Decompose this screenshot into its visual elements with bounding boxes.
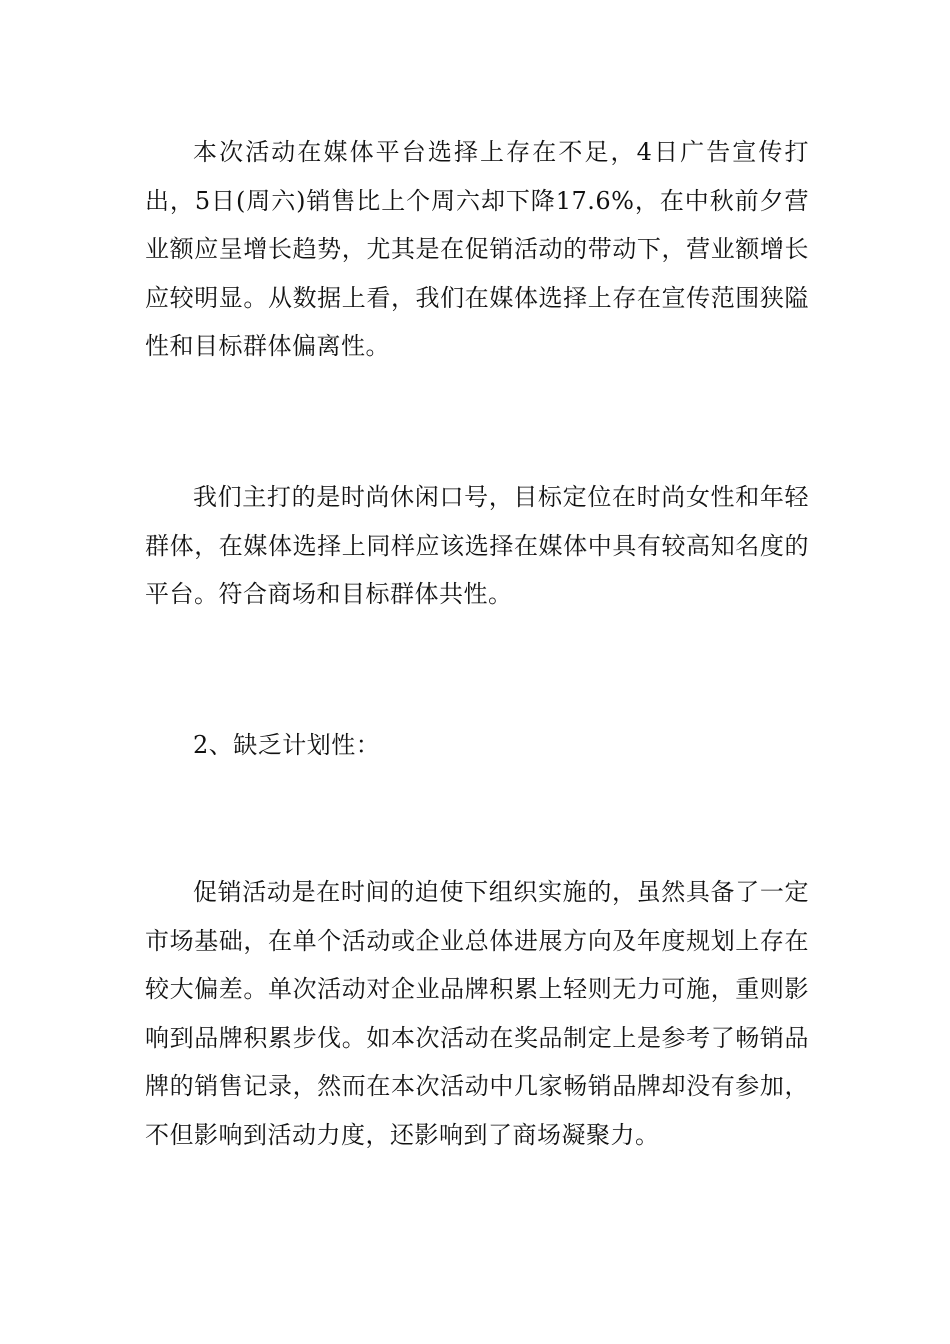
section-heading-lack-of-planning: 2、缺乏计划性： — [193, 731, 381, 759]
paragraph-target-positioning: 我们主打的是时尚休闲口号，目标定位在时尚女性和年轻群体，在媒体选择上同样应该选择在媒体中具有较高知名度的平台。符合商场和目标群体共性。 — [145, 483, 809, 608]
paragraph-media-platform: 本次活动在媒体平台选择上存在不足，4日广告宣传打出，5日(周六)销售比上个周六却下降17.6%，在中秋前夕营业额应呈增长趋势，尤其是在促销活动的带动下，营业额增长应较明显。从数据上看，我们在媒体选择上存在宣传范围狭隘性和目标群体偏离性。 — [145, 138, 809, 360]
paragraph-promotion-planning: 促销活动是在时间的迫使下组织实施的，虽然具备了一定市场基础，在单个活动或企业总体进展方向及年度规划上存在较大偏差。单次活动对企业品牌积累上轻则无力可施，重则影响到品牌积累步伐。如本次活动在奖品制定上是参考了畅销品牌的销售记录，然而在本次活动中几家畅销品牌却没有参加，不但影响到活动力度，还影响到了商场凝聚力。 — [145, 878, 809, 1149]
